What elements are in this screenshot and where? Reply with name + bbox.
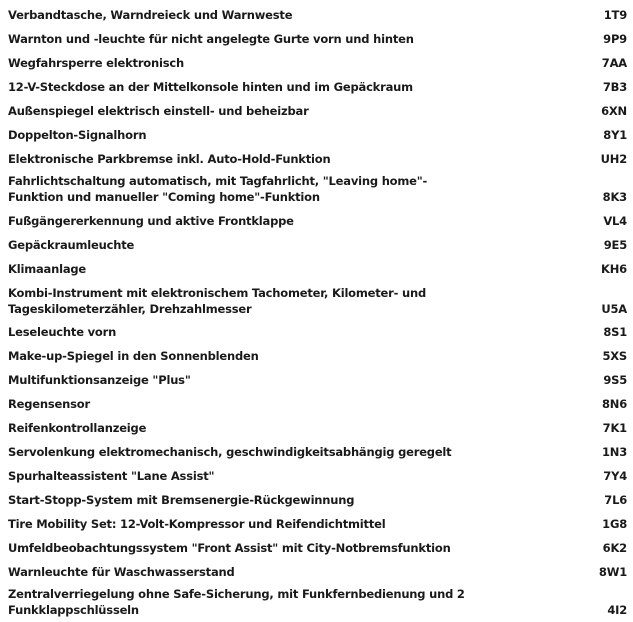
item-description: Gepäckraumleuchte <box>8 238 135 252</box>
list-item <box>8 173 627 205</box>
item-description: Warnleuchte für Waschwasserstand <box>8 565 235 579</box>
item-description: Fahrlichtschaltung automatisch, mit Tagfahrlicht, "Leaving home"-Funktion und manueller "Coming home"-Funktion <box>8 174 428 204</box>
list-item <box>8 285 627 317</box>
list-item <box>8 103 627 119</box>
item-code: 7B3 <box>602 80 627 94</box>
list-item <box>8 396 627 412</box>
list-item <box>8 31 627 47</box>
item-description: Leseleuchte vorn <box>8 325 117 339</box>
item-code: 1G8 <box>602 517 627 531</box>
item-code: KH6 <box>601 262 627 276</box>
item-description: Make-up-Spiegel in den Sonnenblenden <box>8 349 259 363</box>
item-code: 9E5 <box>603 238 627 252</box>
item-description: Wegfahrsperre elektronisch <box>8 56 184 70</box>
item-code: 7Y4 <box>603 469 627 483</box>
item-description: Fußgängererkennung und aktive Frontklappe <box>8 214 294 228</box>
item-description: Start-Stopp-System mit Bremsenergie-Rückgewinnung <box>8 493 355 507</box>
item-description: Außenspiegel elektrisch einstell- und beheizbar <box>8 104 309 118</box>
item-code: 5XS <box>602 349 627 363</box>
item-code: 8Y1 <box>603 128 627 142</box>
item-code: 8N6 <box>601 397 627 411</box>
item-code: 6K2 <box>602 541 627 555</box>
item-description: Verbandtasche, Warndreieck und Warnweste <box>8 8 293 22</box>
item-code: 8W1 <box>598 565 627 579</box>
item-code: 7K1 <box>602 421 627 435</box>
item-description: Servolenkung elektromechanisch, geschwindigkeitsabhängig geregelt <box>8 445 452 459</box>
item-code: 9S5 <box>603 373 627 387</box>
item-code: 9P9 <box>603 32 627 46</box>
list-item <box>8 127 627 143</box>
list-item <box>8 372 627 388</box>
item-description: Kombi-Instrument mit elektronischem Tachometer, Kilometer- und Tageskilometerzähler, Drehzahlmesser <box>8 286 427 316</box>
item-description: Klimaanlage <box>8 262 87 276</box>
list-item <box>8 444 627 460</box>
item-code: 7L6 <box>604 493 627 507</box>
list-item <box>8 213 627 229</box>
item-code: 8K3 <box>602 190 627 204</box>
item-code: UH2 <box>600 152 627 166</box>
item-description: 12-V-Steckdose an der Mittelkonsole hinten und im Gepäckraum <box>8 80 413 94</box>
list-item <box>8 55 627 71</box>
list-item <box>8 564 627 580</box>
item-description: Regensensor <box>8 397 90 411</box>
item-description: Warnton und -leuchte für nicht angelegte Gurte vorn und hinten <box>8 32 414 46</box>
list-item <box>8 7 627 23</box>
item-code: 1T9 <box>603 8 627 22</box>
item-code: 7AA <box>601 56 627 70</box>
item-description: Spurhalteassistent "Lane Assist" <box>8 469 215 483</box>
list-item <box>8 586 627 618</box>
list-item <box>8 151 627 167</box>
item-code: 4I2 <box>607 603 627 617</box>
item-description: Multifunktionsanzeige "Plus" <box>8 373 191 387</box>
item-code: VL4 <box>603 214 627 228</box>
item-code: 6XN <box>601 104 627 118</box>
list-item <box>8 420 627 436</box>
item-description: Umfeldbeobachtungssystem "Front Assist" mit City-Notbremsfunktion <box>8 541 451 555</box>
list-item <box>8 79 627 95</box>
item-code: 8S1 <box>603 325 627 339</box>
item-code: 1N3 <box>601 445 627 459</box>
item-description: Tire Mobility Set: 12-Volt-Kompressor und Reifendichtmittel <box>8 517 386 531</box>
list-item <box>8 540 627 556</box>
list-item <box>8 324 627 340</box>
list-item <box>8 492 627 508</box>
list-item <box>8 237 627 253</box>
list-item <box>8 348 627 364</box>
item-description: Doppelton-Signalhorn <box>8 128 147 142</box>
list-item <box>8 468 627 484</box>
item-description: Zentralverriegelung ohne Safe-Sicherung, mit Funkfernbedienung und 2 Funkklappschlüsseln <box>8 587 465 617</box>
list-item <box>8 516 627 532</box>
list-item <box>8 261 627 277</box>
item-description: Reifenkontrollanzeige <box>8 421 147 435</box>
item-code: U5A <box>601 302 627 316</box>
item-description: Elektronische Parkbremse inkl. Auto-Hold-Funktion <box>8 152 331 166</box>
